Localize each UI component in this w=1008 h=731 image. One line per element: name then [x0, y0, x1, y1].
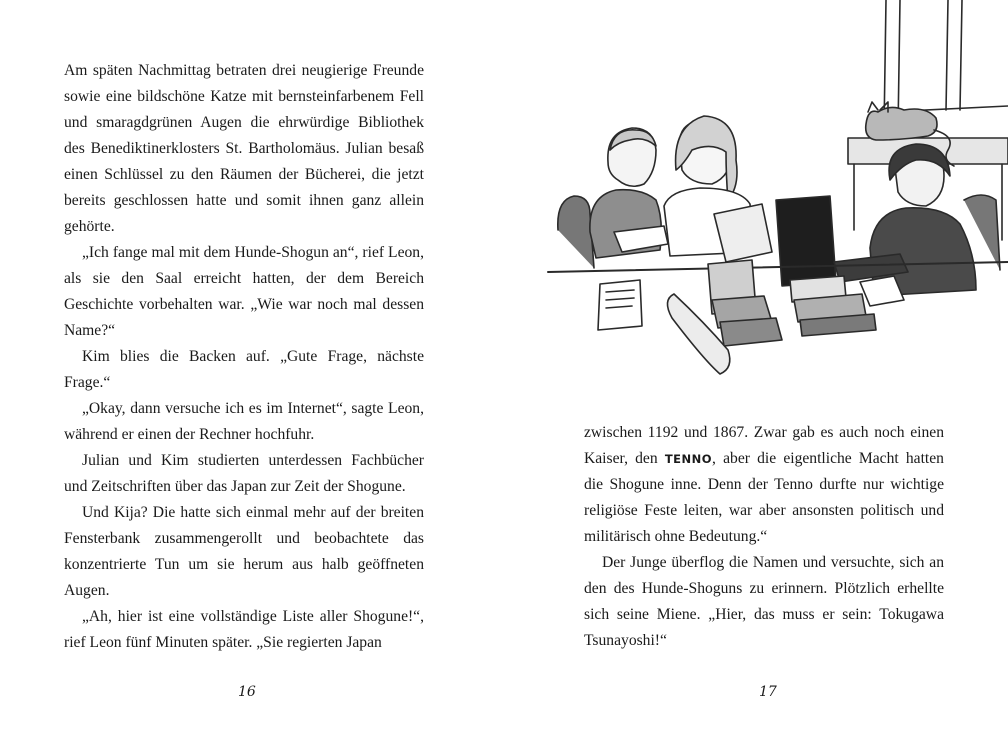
- tenno-term: TENNO: [664, 452, 713, 466]
- page-number: 16: [238, 684, 256, 700]
- paragraph: „Ah, hier ist eine vollständige Liste aller Shogune!“, rief Leon fünf Minuten später. „Sie regierten Japan: [64, 608, 424, 651]
- paragraph: „Okay, dann versuche ich es im Internet“, sagte Leon, während er einen der Rechner hochfuhr.: [64, 400, 424, 443]
- paragraph: Am späten Nachmittag betraten drei neugierige Freunde sowie eine bildschöne Katze mit bernsteinfarbenem Fell und smaragdgrünen Augen die ehrwürdige Bibliothek des Benediktinerklosters St. Bartholomäus. Julian besaß einen Schlüssel zu den Räumen der Bücherei, die jetzt bereits geschlossen hatte und somit ihnen ganz allein gehörte.: [64, 62, 424, 235]
- paragraph: Kim blies die Backen auf. „Gute Frage, nächste Frage.“: [64, 348, 424, 391]
- text-fragment: zwischen 1192 und 1867. Zwar gab es auch noch einen Kaiser, den: [584, 424, 944, 467]
- boy-left-figure: [590, 128, 668, 258]
- left-text-column: [64, 58, 424, 656]
- right-text-column: [584, 420, 944, 654]
- paragraph: [584, 420, 944, 550]
- illustration: [544, 0, 1008, 385]
- paragraph: Und Kija? Die hatte sich einmal mehr auf der breiten Fensterbank zusammengerollt und beobachtete das konzentrierte Tun um sie herum aus halb geöffneten Augen.: [64, 504, 424, 599]
- paragraph: „Ich fange mal mit dem Hunde-Shogun an“, rief Leon, als sie den Saal erreicht hatten, der dem Bereich Geschichte vorbehalten war. „Wie war noch mal dessen Name?“: [64, 244, 424, 339]
- page-number: 17: [759, 684, 777, 700]
- girl-figure: [664, 116, 772, 262]
- paragraph: Julian und Kim studierten unterdessen Fachbücher und Zeitschriften über das Japan zur Zeit der Shogune.: [64, 452, 424, 495]
- right-page: [504, 0, 1008, 731]
- paragraph: Der Junge überflog die Namen und versuchte, sich an den des Hunde-Shoguns zu erinnern. Plötzlich erhellte sich seine Miene. „Hier, das muss er sein: Tokugawa Tsunayoshi!“: [584, 554, 944, 649]
- text-fragment: , aber die eigentliche Macht hatten die Shogune inne. Denn der Tenno durfte nur wichtige religiöse Feste leiten, war aber ansonsten politisch und militärisch ohne Bedeutung.“: [584, 450, 944, 545]
